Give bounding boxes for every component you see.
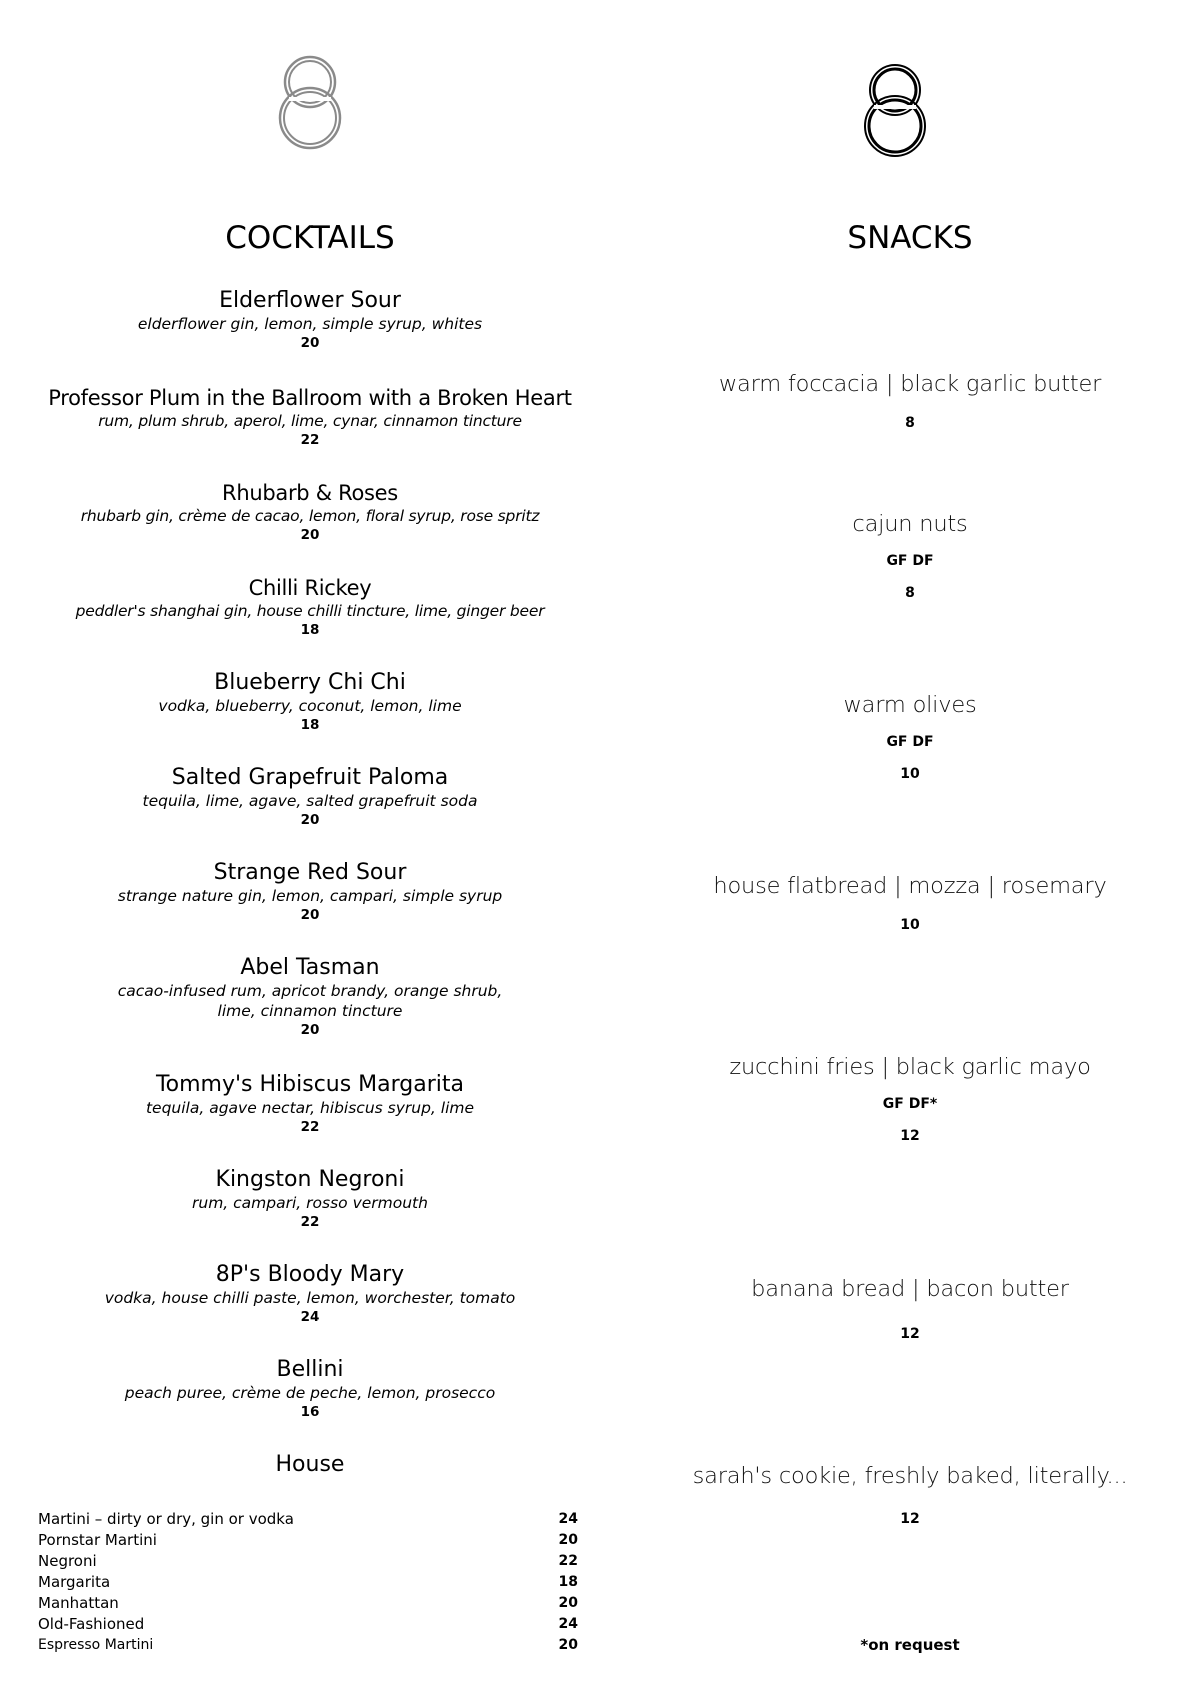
cocktail-name: 8P's Bloody Mary xyxy=(215,1262,405,1287)
cocktail-price: 22 xyxy=(300,432,320,448)
cocktail-item xyxy=(0,575,620,639)
cocktail-description: rhubarb gin, crème de cacao, lemon, floral syrup, rose spritz xyxy=(80,507,540,525)
cocktail-description: rum, plum shrub, aperol, lime, cynar, cinnamon tincture xyxy=(98,412,522,430)
cocktail-name: Chilli Rickey xyxy=(248,576,372,600)
dietary-tags: GF DF xyxy=(886,734,934,750)
cocktail-description-line2: lime, cinnamon tincture xyxy=(217,1002,403,1020)
cocktail-name: Kingston Negroni xyxy=(215,1167,405,1192)
house-item-name: Old-Fashioned xyxy=(38,1615,145,1633)
cocktail-description: strange nature gin, lemon, campari, simple syrup xyxy=(117,887,503,905)
dietary-tags: GF DF xyxy=(886,553,934,569)
cocktail-price: 20 xyxy=(300,812,320,828)
cocktail-item xyxy=(0,480,620,544)
cocktail-item xyxy=(0,765,620,829)
cocktail-name: Strange Red Sour xyxy=(213,860,407,885)
house-item xyxy=(38,1530,578,1551)
cocktail-name: Rhubarb & Roses xyxy=(222,481,398,505)
house-item-name: Margarita xyxy=(38,1573,111,1591)
cocktail-name: Bellini xyxy=(276,1357,344,1382)
snacks-heading: SNACKS xyxy=(847,220,973,256)
dietary-tags: GF DF* xyxy=(882,1096,938,1112)
snack-item xyxy=(620,1462,1200,1528)
cocktail-item xyxy=(0,670,620,734)
snack-item xyxy=(620,1275,1200,1343)
snack-name: house flatbread | mozza | rosemary xyxy=(713,873,1107,899)
cocktail-description: vodka, house chilli paste, lemon, worchester, tomato xyxy=(104,1289,516,1307)
cocktail-price: 22 xyxy=(300,1214,320,1230)
house-item-price: 18 xyxy=(558,1574,578,1590)
house-item-name: Pornstar Martini xyxy=(38,1531,157,1549)
cocktail-item xyxy=(0,1167,620,1231)
snack-item xyxy=(620,691,1200,783)
house-item-price: 20 xyxy=(558,1532,578,1548)
cocktail-item xyxy=(0,1072,620,1136)
snack-item xyxy=(620,510,1200,602)
cocktail-name: Abel Tasman xyxy=(240,955,380,980)
snacks-column xyxy=(620,0,1200,1698)
snack-price: 12 xyxy=(900,1511,920,1527)
house-item xyxy=(38,1551,578,1572)
cocktails-heading: COCKTAILS xyxy=(225,220,395,256)
cocktail-price: 22 xyxy=(300,1119,320,1135)
cocktail-description: peach puree, crème de peche, lemon, prosecco xyxy=(124,1384,496,1402)
house-item-price: 20 xyxy=(558,1595,578,1611)
cocktail-description: tequila, lime, agave, salted grapefruit soda xyxy=(142,792,478,810)
house-item-name: Manhattan xyxy=(38,1594,119,1612)
cocktail-name: Tommy's Hibiscus Margarita xyxy=(155,1072,465,1097)
figure-eight-logo-icon xyxy=(860,60,930,160)
cocktail-description: cacao-infused rum, apricot brandy, orange shrub, xyxy=(117,982,503,1000)
house-item xyxy=(38,1593,578,1614)
snack-price: 12 xyxy=(900,1128,920,1144)
cocktail-item xyxy=(0,385,620,449)
snack-price: 8 xyxy=(905,415,915,431)
cocktail-name: Salted Grapefruit Paloma xyxy=(171,765,449,790)
snack-item xyxy=(620,370,1200,432)
cocktail-description: rum, campari, rosso vermouth xyxy=(192,1194,428,1212)
house-item xyxy=(38,1572,578,1593)
cocktail-price: 18 xyxy=(300,717,320,733)
house-item-name: Martini – dirty or dry, gin or vodka xyxy=(38,1510,294,1528)
footnote: *on request xyxy=(860,1636,960,1654)
house-item-price: 22 xyxy=(558,1553,578,1569)
cocktail-item xyxy=(0,1262,620,1326)
cocktail-name: Blueberry Chi Chi xyxy=(214,670,406,695)
snack-name: warm olives xyxy=(843,692,977,718)
cocktail-description: peddler's shanghai gin, house chilli tincture, lime, ginger beer xyxy=(75,602,545,620)
snack-name: warm foccacia | black garlic butter xyxy=(718,371,1102,397)
cocktail-item xyxy=(0,1357,620,1421)
snack-price: 10 xyxy=(900,766,920,782)
snack-price: 10 xyxy=(900,917,920,933)
cocktail-description: elderflower gin, lemon, simple syrup, whites xyxy=(137,315,483,333)
snack-item xyxy=(620,1053,1200,1145)
house-item xyxy=(38,1509,578,1530)
cocktail-price: 16 xyxy=(300,1404,320,1420)
cocktail-item xyxy=(0,288,620,352)
house-item-name: Negroni xyxy=(38,1552,97,1570)
figure-eight-logo-icon xyxy=(275,52,345,152)
house-item xyxy=(38,1635,578,1656)
cocktail-price: 24 xyxy=(300,1309,320,1325)
house-cocktail-list xyxy=(38,1509,578,1656)
house-item xyxy=(38,1614,578,1635)
house-heading: House xyxy=(275,1452,345,1477)
snack-name: sarah's cookie, freshly baked, literally... xyxy=(692,1463,1128,1489)
snack-name: cajun nuts xyxy=(852,511,968,537)
cocktail-item xyxy=(0,860,620,924)
cocktail-price: 20 xyxy=(300,527,320,543)
cocktail-price: 20 xyxy=(300,907,320,923)
snack-price: 12 xyxy=(900,1326,920,1342)
house-item-price: 24 xyxy=(558,1511,578,1527)
cocktail-price: 18 xyxy=(300,622,320,638)
house-item-name: Espresso Martini xyxy=(38,1637,154,1653)
house-item-price: 20 xyxy=(558,1637,578,1653)
snack-name: banana bread | bacon butter xyxy=(751,1276,1069,1302)
snack-item xyxy=(620,872,1200,934)
cocktail-item xyxy=(0,955,620,1039)
cocktail-name: Professor Plum in the Ballroom with a Broken Heart xyxy=(48,386,572,410)
snack-name: zucchini fries | black garlic mayo xyxy=(729,1054,1091,1080)
cocktail-price: 20 xyxy=(300,1022,320,1038)
house-item-price: 24 xyxy=(558,1616,578,1632)
cocktail-description: vodka, blueberry, coconut, lemon, lime xyxy=(158,697,462,715)
cocktail-description: tequila, agave nectar, hibiscus syrup, lime xyxy=(145,1099,475,1117)
cocktail-name: Elderflower Sour xyxy=(219,288,401,313)
snack-price: 8 xyxy=(905,585,915,601)
cocktail-price: 20 xyxy=(300,335,320,351)
